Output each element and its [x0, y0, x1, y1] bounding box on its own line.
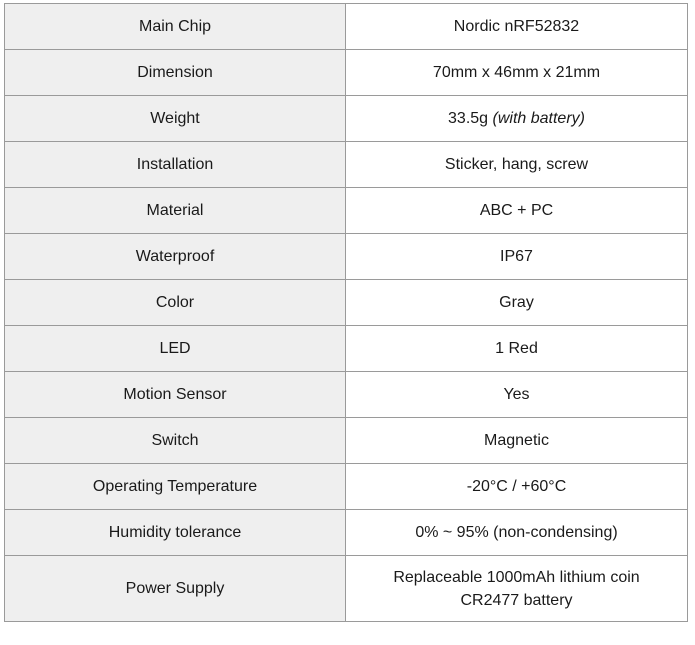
- spec-value-dimension: 70mm x 46mm x 21mm: [346, 50, 688, 96]
- spec-label-switch: Switch: [5, 418, 346, 464]
- spec-value-power-supply: [346, 556, 688, 622]
- spec-value-weight-cell: [346, 96, 688, 142]
- spec-value-installation: Sticker, hang, screw: [346, 142, 688, 188]
- spec-label-motion-sensor: Motion Sensor: [5, 372, 346, 418]
- spec-label-waterproof: Waterproof: [5, 234, 346, 280]
- spec-label-main-chip: Main Chip: [5, 4, 346, 50]
- spec-value-color: Gray: [346, 280, 688, 326]
- table-row: [5, 464, 688, 510]
- spec-value-main-chip: Nordic nRF52832: [346, 4, 688, 50]
- spec-label-installation: Installation: [5, 142, 346, 188]
- spec-value-weight: 33.5g: [448, 110, 489, 127]
- table-row: [5, 418, 688, 464]
- spec-label-operating-temperature: Operating Temperature: [5, 464, 346, 510]
- spec-value-operating-temperature: -20°C / +60°C: [346, 464, 688, 510]
- spec-label-led: LED: [5, 326, 346, 372]
- spec-value-weight-note: (with battery): [492, 110, 585, 127]
- table-row: [5, 4, 688, 50]
- spec-label-power-supply: Power Supply: [5, 556, 346, 622]
- spec-label-dimension: Dimension: [5, 50, 346, 96]
- table-row: [5, 50, 688, 96]
- table-row: [5, 556, 688, 622]
- table-row: [5, 96, 688, 142]
- table-row: [5, 142, 688, 188]
- table-row: [5, 372, 688, 418]
- spec-label-weight: Weight: [5, 96, 346, 142]
- spec-label-humidity-tolerance: Humidity tolerance: [5, 510, 346, 556]
- table-row: [5, 234, 688, 280]
- table-row: [5, 188, 688, 234]
- spec-label-material: Material: [5, 188, 346, 234]
- spec-value-motion-sensor: Yes: [346, 372, 688, 418]
- table-row: [5, 326, 688, 372]
- spec-value-switch: Magnetic: [346, 418, 688, 464]
- spec-label-color: Color: [5, 280, 346, 326]
- spec-value-power-supply-line2: CR2477 battery: [460, 591, 573, 609]
- spec-value-led: 1 Red: [346, 326, 688, 372]
- spec-value-waterproof: IP67: [346, 234, 688, 280]
- spec-value-humidity-tolerance: 0% ~ 95% (non-condensing): [346, 510, 688, 556]
- spec-table: [4, 3, 688, 622]
- spec-value-power-supply-line1: Replaceable 1000mAh lithium coin: [393, 568, 640, 586]
- spec-value-material: ABC + PC: [346, 188, 688, 234]
- table-row: [5, 280, 688, 326]
- table-row: [5, 510, 688, 556]
